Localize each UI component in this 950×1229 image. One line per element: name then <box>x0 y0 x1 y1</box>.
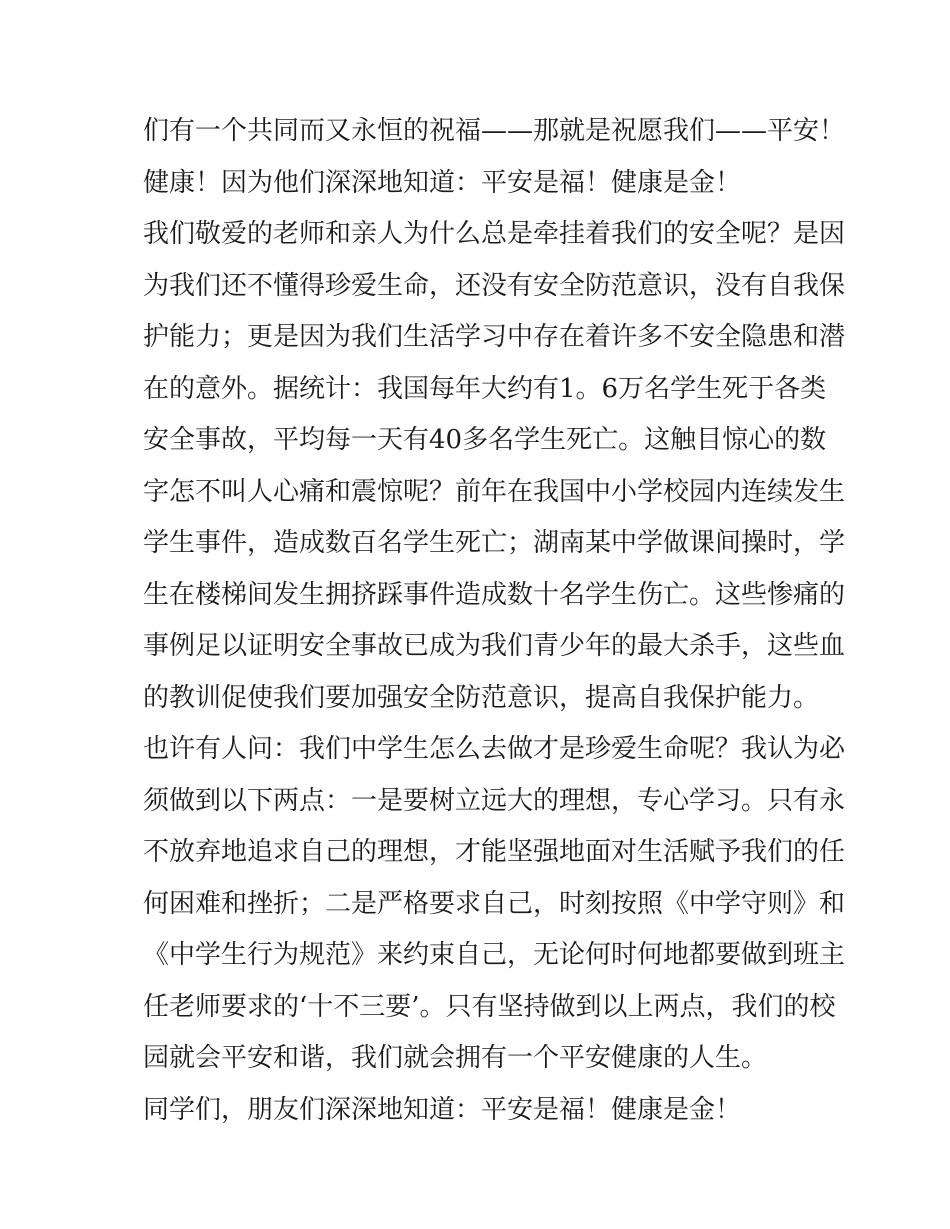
text-line: 为我们还不懂得珍爱生命，还没有安全防范意识，没有自我保 <box>143 270 846 301</box>
body-text <box>143 106 846 1136</box>
text-line: 生在楼梯间发生拥挤踩事件造成数十名学生伤亡。这些惨痛的 <box>143 579 846 610</box>
text-line: 护能力；更是因为我们生活学习中存在着许多不安全隐患和潜 <box>143 322 846 352</box>
text-line: 安全事故，平均每一天有40多名学生死亡。这触目惊心的数 <box>143 425 827 455</box>
text-line: 同学们，朋友们深深地知道：平安是福！健康是金！ <box>143 1094 742 1125</box>
text-line: 何困难和挫折；二是严格要求自己，时刻按照《中学守则》和 <box>143 888 846 919</box>
text-line: 在的意外。据统计：我国每年大约有1。6万名学生死于各类 <box>143 373 827 404</box>
text-line: 也许有人问：我们中学生怎么去做才是珍爱生命呢？我认为必 <box>143 734 846 764</box>
text-line: 我们敬爱的老师和亲人为什么总是牵挂着我们的安全呢？是因 <box>143 219 846 249</box>
text-line: 任老师要求的‘十不三要’。只有坚持做到以上两点，我们的校 <box>143 991 836 1022</box>
text-line: 事例足以证明安全事故已成为我们青少年的最大杀手，这些血 <box>143 631 846 661</box>
text-line: 字怎不叫人心痛和震惊呢？前年在我国中小学校园内连续发生 <box>143 476 846 507</box>
text-line: 园就会平安和谐，我们就会拥有一个平安健康的人生。 <box>143 1043 768 1073</box>
text-line: 不放弃地追求自己的理想，才能坚强地面对生活赋予我们的任 <box>143 837 846 867</box>
text-line: 《中学生行为规范》来约束自己，无论何时何地都要做到班主 <box>143 940 846 970</box>
text-line: 们有一个共同而又永恒的祝福——那就是祝愿我们——平安！ <box>143 116 846 146</box>
text-line: 的教训促使我们要加强安全防范意识，提高自我保护能力。 <box>143 682 820 713</box>
text-line: 须做到以下两点：一是要树立远大的理想，专心学习。只有永 <box>143 785 846 816</box>
text-line: 学生事件，造成数百名学生死亡；湖南某中学做课间操时，学 <box>143 528 846 558</box>
text-line: 健康！因为他们深深地知道：平安是福！健康是金！ <box>143 167 742 198</box>
